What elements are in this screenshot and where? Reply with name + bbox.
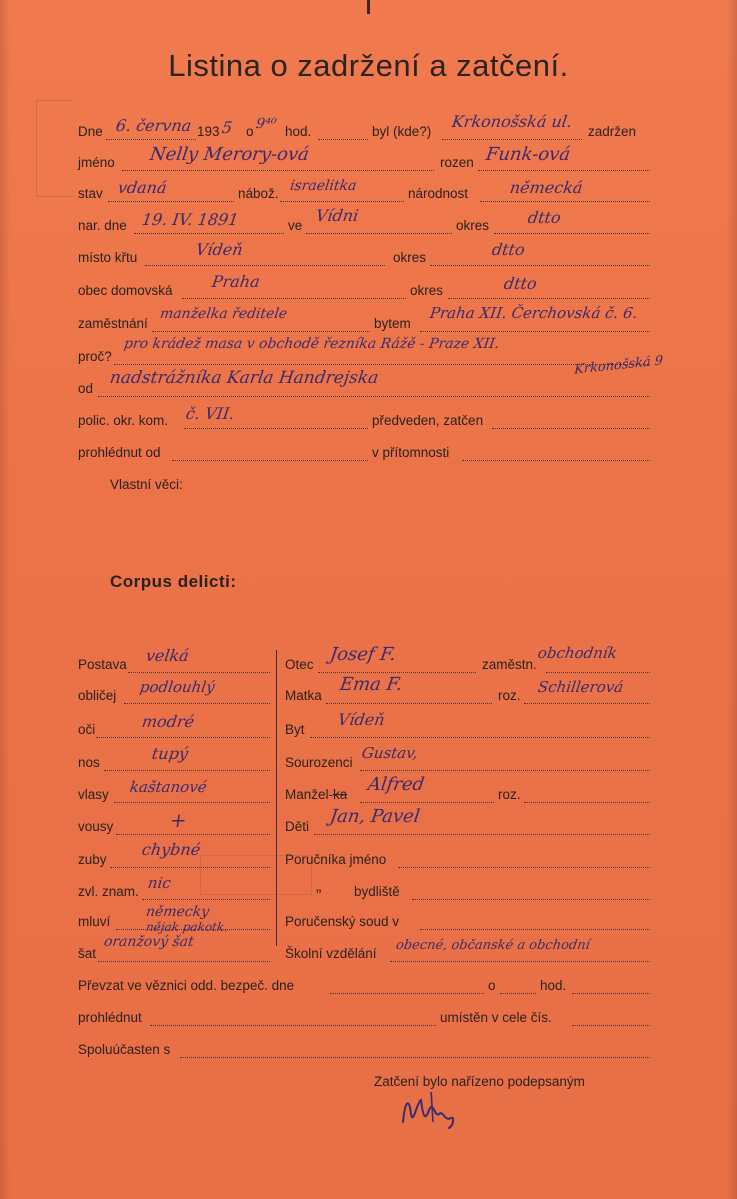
misto-line (145, 265, 385, 266)
bydliste-line (412, 899, 650, 900)
vousy-label: vousy (78, 819, 114, 834)
bytem-value: Praha XII. Čerchovská č. 6. (428, 304, 639, 322)
okres2-line (430, 265, 650, 266)
roz-value: Schillerová (536, 678, 625, 696)
porucnik-label: Poručníka jméno (285, 852, 387, 867)
prohlednut-line (150, 1025, 436, 1026)
postava-label: Postava (78, 657, 127, 672)
footer-o-line (500, 993, 536, 994)
otec-label: Otec (285, 657, 314, 672)
pritomnosti-label: v přítomnosti (372, 445, 450, 460)
sourozenci-label: Sourozenci (285, 755, 353, 770)
proc-value: pro krádež masa v obchodě řezníka Rážě - Praze XII. (122, 336, 501, 352)
otec-line (318, 672, 476, 673)
ve-line (306, 233, 452, 234)
zam-value: manželka ředitele (158, 306, 289, 322)
bytem-line (420, 331, 650, 332)
pritomnosti-line (462, 460, 650, 461)
soud-label: Poručenský soud v (285, 914, 400, 929)
matka-line (326, 703, 492, 704)
proc-extra-value: Krkonošská 9 (573, 353, 664, 378)
paper-edge-left (0, 0, 10, 1199)
ve-label: ve (288, 218, 303, 233)
vlasy-line (114, 802, 270, 803)
mluvi-value: německy (144, 904, 211, 920)
zam-label: zaměstnání (78, 316, 148, 331)
obec-value: Praha (210, 272, 262, 291)
od-line (98, 396, 650, 397)
oblicej-line (124, 703, 270, 704)
okres1-label: okres (456, 218, 490, 233)
nos-value: tupý (150, 744, 190, 763)
byl-value: Krkonošská ul. (450, 112, 574, 131)
zuby-line (110, 867, 270, 868)
oblicej-label: obličej (78, 688, 117, 703)
spolu-label: Spoluúčasten s (78, 1042, 171, 1057)
oblicej-value: podlouhlý (138, 678, 216, 696)
zatceni-label: Zatčení bylo nařízeno podepsaným (374, 1074, 585, 1089)
roz-label: roz. (498, 688, 521, 703)
footer-o-label: o (488, 978, 496, 993)
document-title: Listina o zadržení a zatčení. (168, 48, 569, 83)
jmeno-line (122, 170, 434, 171)
postava-line (128, 672, 270, 673)
sat-value: oranžový šat (102, 934, 195, 950)
bytem-label: bytem (374, 316, 411, 331)
vlasy-value: kaštanové (128, 778, 209, 796)
jmeno-label: jméno (78, 155, 115, 170)
stav-value: vdaná (116, 178, 169, 197)
proc-line (114, 364, 650, 365)
vlastni-label: Vlastní věci: (110, 477, 183, 492)
mluvi-label: mluví (78, 914, 111, 929)
skolni-line (390, 961, 650, 962)
prevzat-label: Převzat ve věznici odd. bezpeč. dne (78, 978, 295, 993)
hour-value: 9⁴⁰ (254, 116, 278, 132)
signature-mark (395, 1092, 465, 1132)
manzel-value: Alfred (366, 774, 426, 795)
mluvi-extra: nějak pakotk. (145, 920, 230, 934)
prohlednut-od-label: prohlédnut od (78, 445, 161, 460)
soud-line (420, 929, 650, 930)
manzel-label-text: Manžel- (285, 787, 334, 802)
polic-label: polic. okr. kom. (78, 413, 169, 428)
date-line (106, 139, 196, 140)
polic-line (184, 428, 368, 429)
rozen-label: rozen (440, 155, 474, 170)
okres2-value: dtto (490, 240, 527, 259)
byt-label: Byt (285, 722, 305, 737)
zadrzen-label: zadržen (588, 124, 637, 139)
bydliste-label: bydliště (354, 884, 400, 899)
prohlednut-label: prohlédnut (78, 1010, 142, 1025)
rozen-line (478, 170, 650, 171)
prevzat-line (330, 993, 484, 994)
byt-line (310, 737, 650, 738)
deti-line (314, 834, 650, 835)
naboz-value: israelitka (288, 178, 358, 194)
sat-label: šat (78, 946, 97, 961)
polic-value: č. VII. (184, 404, 236, 423)
year-prefix: 193 (197, 124, 220, 139)
zamestn-label: zaměstn. (482, 657, 537, 672)
matka-value: Ema F. (338, 674, 404, 695)
zamestn-line (546, 672, 650, 673)
roz2-line (524, 802, 650, 803)
okres1-value: dtto (526, 208, 563, 227)
rozen-value: Funk-ová (484, 144, 572, 165)
zvl-znam-label: zvl. znam. (78, 884, 139, 899)
nar-value: 19. IV. 1891 (140, 210, 240, 229)
narodnost-label: národnost (408, 186, 469, 201)
zam-line (152, 331, 370, 332)
porucnik-line (398, 867, 650, 868)
misto-value: Vídeň (194, 240, 245, 259)
footer-hod-line (572, 993, 650, 994)
okres2-label: okres (393, 250, 427, 265)
misto-label: místo křtu (78, 250, 138, 265)
hod-label: hod. (285, 124, 312, 139)
zamestn-value: obchodník (536, 644, 619, 662)
ditto-mark: „ (316, 878, 322, 895)
dne-label: Dne (78, 124, 103, 139)
od-value: nadstrážníka Karla Handrejska (108, 368, 380, 388)
predveden-label: předveden, zatčen (372, 413, 484, 428)
obec-label: obec domovská (78, 283, 173, 298)
paper-edge-right (727, 0, 737, 1199)
skolni-value: obecné, občanské a obchodní (394, 938, 591, 953)
proc-label: proč? (78, 349, 112, 364)
date-value: 6. června (114, 116, 193, 135)
sat-line (98, 961, 270, 962)
byt-value: Vídeň (336, 710, 387, 729)
footer-hod-label: hod. (540, 978, 567, 993)
byl-line (442, 139, 582, 140)
skolni-label: Školní vzdělání (285, 946, 377, 961)
nos-line (104, 770, 270, 771)
predveden-line (492, 428, 650, 429)
vousy-value: + (168, 808, 189, 832)
naboz-label: nábož. (238, 186, 279, 201)
sourozenci-value: Gustav, (360, 744, 420, 762)
nar-line (134, 233, 284, 234)
nar-label: nar. dne (78, 218, 127, 233)
postava-value: velká (144, 646, 191, 665)
otec-value: Josef F. (328, 644, 398, 665)
zuby-label: zuby (78, 852, 107, 867)
spolu-line (180, 1057, 650, 1058)
ve-value: Vídni (314, 206, 360, 225)
deti-value: Jan, Pavel (328, 806, 422, 827)
nos-label: nos (78, 755, 100, 770)
roz-line (524, 703, 650, 704)
oci-value: modré (140, 712, 196, 731)
umisten-label: umístěn v cele čís. (440, 1010, 552, 1025)
byl-label: byl (kde?) (372, 124, 432, 139)
paper-tear (367, 0, 370, 14)
oci-label: oči (78, 722, 96, 737)
matka-label: Matka (285, 688, 322, 703)
zuby-value: chybné (140, 840, 202, 859)
year-suffix: 5 (220, 118, 234, 137)
stav-label: stav (78, 186, 103, 201)
manzel-label (285, 787, 347, 802)
prohlednut-od-line (172, 460, 368, 461)
o-label: o (246, 124, 254, 139)
vlasy-label: vlasy (78, 787, 109, 802)
zvl-znam-value: nic (146, 874, 173, 892)
manzel-strike: ka (333, 787, 348, 802)
okres3-value: dtto (502, 274, 539, 293)
narodnost-value: německá (508, 178, 584, 197)
umisten-line (572, 1025, 650, 1026)
okres3-label: okres (410, 283, 444, 298)
jmeno-value: Nelly Merory-ová (148, 144, 311, 165)
stav-line (108, 201, 234, 202)
od-label: od (78, 381, 94, 396)
faded-stamp (36, 100, 73, 197)
zvl-znam-line (142, 899, 270, 900)
column-divider (276, 650, 277, 946)
vousy-line (116, 834, 270, 835)
narodnost-line (480, 201, 650, 202)
corpus-heading: Corpus delicti: (110, 572, 237, 591)
obec-line (182, 298, 406, 299)
manzel-line (360, 802, 494, 803)
okres1-line (494, 233, 650, 234)
sourozenci-line (360, 770, 650, 771)
oci-line (96, 737, 270, 738)
roz2-label: roz. (498, 787, 521, 802)
hod-line (318, 139, 368, 140)
naboz-line (280, 201, 404, 202)
okres3-line (448, 298, 650, 299)
deti-label: Děti (285, 819, 310, 834)
